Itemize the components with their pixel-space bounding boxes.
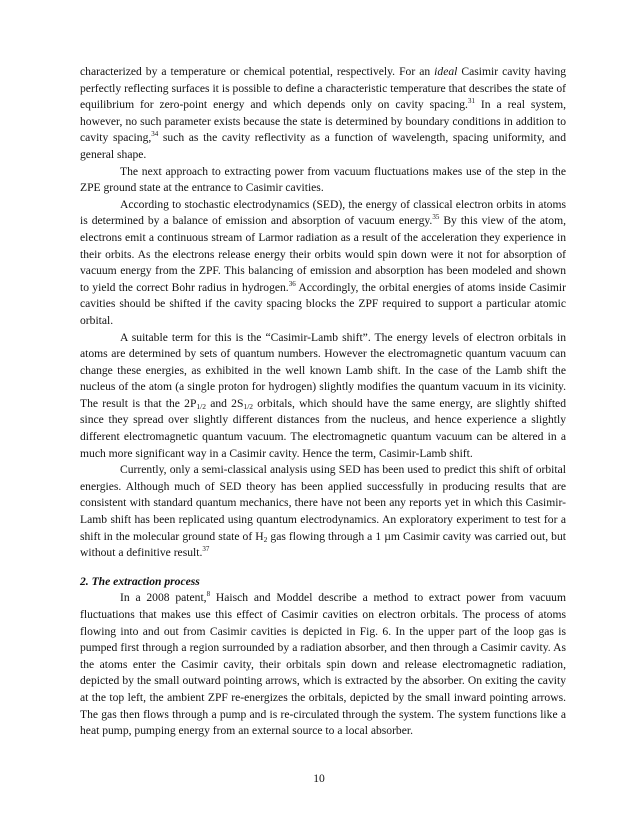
paragraph-2: The next approach to extracting power from vacuum fluctuations makes use of the step in the ZPE ground state at the entrance to Casimir cavities. [80,164,566,195]
paragraph-1: characterized by a temperature or chemical potential, respectively. For an ideal Casimir cavity having perfectly reflecting surfaces it is possible to define a characteristic temperature that describes the state of equilibrium for zero-point energy and which depends only on cavity spacing.$^{31}$ In a real system, however, no such parameter exists because the state is determined by boundary conditions in addition to cavity spacing,$^{34}$ such as the cavity reflectivity as a function of wavelength, spacing uniformity, and general shape. [80,65,567,161]
reference-8: 8 [206,590,211,599]
paragraph-3: According to stochastic electrodynamics (SED), the energy of classical electron orbits in atoms is determined by a balance of emission and absorption of vacuum energy.$^{35}$ By this view of the atom, electrons emit a continuous stream of Larmor radiation as a result of the acceleration they experience in their orbits. As the electrons release energy their orbits would spin down were it not for absorption of vacuum energy from the ZPF. This balancing of emission and absorption has been modeled and shown to yield the correct Bohr radius in hydrogen.$^{36}$ Accordingly, the orbital energies of atoms inside Casimir cavities should be shifted if the cavity spacing blocks the ZPF required to support a particular atomic orbital. [80,197,566,327]
section-heading: 2. The extraction process [80,574,200,588]
reference-37: 37 [202,545,210,554]
reference-35: 35 [432,213,440,222]
paragraph-4: A suitable term for this is the “Casimir-Lamb shift”. The energy levels of electron orbitals in atoms are determined by sets of quantum numbers. However the electromagnetic quantum vacuum can change these energies, as exhibited in the well known Lamb shift. In the case of the Lamb shift the nucleus of the atom (a single proton for hydrogen) slightly modifies the quantum vacuum in its vicinity. The result is that the $2P_{1/2}$ and $2S_{1/2}$ orbitals, which should have the same energy, are slightly shifted since they spread over slightly different distances from the nucleus, and hence experience a slightly different electromagnetic quantum vacuum. The electromagnetic quantum vacuum can be altered in a much more significant way in a Casimir cavity. Hence the term, Casimir-Lamb shift. [80,330,566,460]
reference-34: 34 [151,130,159,139]
paragraph-5: Currently, only a semi-classical analysis using SED has been used to predict this shift of orbital energies. Although much of SED theory has been applied successfully in producing results that are consistent with standard quantum mechanics, there have not been any reports yet in which this Casimir-Lamb shift has been replicated using quantum electrodynamics. An exploratory experiment to test for a shift in the molecular ground state of $H_2$ gas flowing through a 1 µm Casimir cavity was carried out, but without a definitive result.$^{37}$ [80,463,566,560]
page-number: 10 [313,772,325,785]
paragraph-6: In a 2008 patent,$^8$ Haisch and Moddel describe a method to extract power from vacuum fluctuations that makes use this effect of Casimir cavities on electron orbitals. The process of atoms flowing into and out from Casimir cavities is depicted in Fig. 6. In the upper part of the loop gas is pumped first through a region surrounded by a radiation absorber, and then through a Casimir cavity. As the atoms enter the Casimir cavity, their orbitals spin down and release electromagnetic radiation, depicted by the small outward pointing arrows, which is extracted by the absorber. On exiting the cavity at the top left, the ambient ZPF re-energizes the orbitals, depicted by the small inward pointing arrows. The gas then flows through a pump and is re-circulated through the system. The system functions like a heat pump, pumping energy from an external source to a local absorber. [80,590,566,738]
page-body [80,64,566,740]
reference-36: 36 [288,279,296,288]
reference-31: 31 [467,97,475,106]
